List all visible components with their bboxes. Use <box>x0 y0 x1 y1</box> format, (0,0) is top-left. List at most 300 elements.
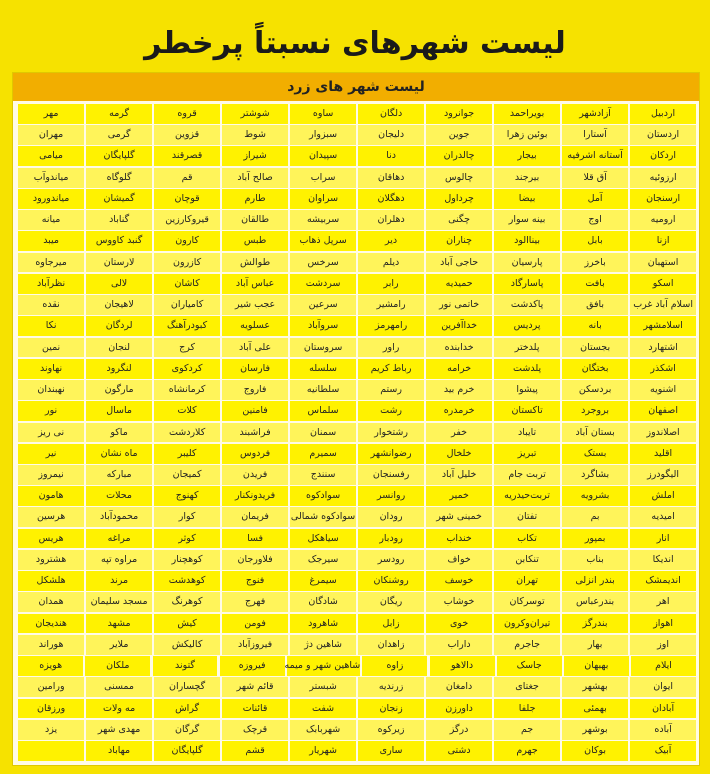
table-row <box>16 529 696 549</box>
city-cell: اندیکا <box>630 550 696 570</box>
city-cell: سلسله <box>290 359 356 379</box>
city-cell: هامون <box>18 486 84 506</box>
city-cell: پیشوا <box>494 380 560 400</box>
city-cell: امیدیه <box>630 507 696 527</box>
table-row <box>16 380 696 400</box>
city-cell: خلخال <box>426 444 492 464</box>
city-cell: قصرقند <box>154 146 220 166</box>
city-cell: دهگلان <box>358 189 424 209</box>
city-cell: مشهد <box>86 614 152 634</box>
city-cell: سوادکوه شمالی <box>290 507 356 527</box>
city-cell: تایباد <box>494 423 560 443</box>
city-cell: اسلامشهر <box>630 316 696 336</box>
city-cell: بشاگرد <box>562 465 628 485</box>
city-cell: قزوین <box>154 125 220 145</box>
city-cell: روشنکان <box>358 571 424 591</box>
city-cell: لالی <box>86 274 152 294</box>
city-cell: کبودرآهنگ <box>154 316 220 336</box>
city-cell: دیر <box>358 231 424 251</box>
city-cell: میرجاوه <box>18 253 84 273</box>
city-cell: سلطانیه <box>290 380 356 400</box>
city-cell: زاهدان <box>358 635 424 655</box>
city-cell: کوار <box>154 507 220 527</box>
city-cell: دامغان <box>426 677 492 697</box>
city-cell: هشترود <box>18 550 84 570</box>
city-cell: مبارکه <box>86 465 152 485</box>
city-cell: رستم <box>358 380 424 400</box>
city-cell <box>18 741 84 761</box>
city-cell: رامهرمز <box>358 316 424 336</box>
city-cell: قروه <box>154 104 220 124</box>
city-cell: میامی <box>18 146 84 166</box>
table-row <box>16 295 696 315</box>
city-cell: آباده <box>630 720 696 740</box>
city-cell: کیش <box>154 614 220 634</box>
city-cell: کهنوج <box>154 486 220 506</box>
city-cell: رودسر <box>358 550 424 570</box>
city-cell: بجستان <box>562 338 628 358</box>
city-cell: جوانرود <box>426 104 492 124</box>
city-cell: مرند <box>86 571 152 591</box>
city-cell: بینه سوار <box>494 210 560 230</box>
city-cell: دشتی <box>426 741 492 761</box>
city-cell: ایلام <box>631 656 696 676</box>
city-cell: نیر <box>18 444 84 464</box>
city-cell: سرپل ذهاب <box>290 231 356 251</box>
city-cell: قیروکارزین <box>154 210 220 230</box>
city-cell: اهواز <box>630 614 696 634</box>
city-cell: فاروج <box>222 380 288 400</box>
city-cell: قائنات <box>222 699 288 719</box>
city-cell: بویراحمد <box>494 104 560 124</box>
city-cell: رضوانشهر <box>358 444 424 464</box>
table-row <box>16 168 696 188</box>
city-cell: حاجی آباد <box>426 253 492 273</box>
city-cell: مراوه تپه <box>86 550 152 570</box>
city-cell: گراش <box>154 699 220 719</box>
city-cell: دیلم <box>358 253 424 273</box>
city-cell: خوسف <box>426 571 492 591</box>
city-cell: سمنان <box>290 423 356 443</box>
city-cell: ممسنی <box>86 677 152 697</box>
city-cell: بهبهان <box>564 656 629 676</box>
city-cell: سلماس <box>290 401 356 421</box>
city-cell: تکاب <box>494 529 560 549</box>
city-cell: رباط کریم <box>358 359 424 379</box>
city-cell: فارسان <box>222 359 288 379</box>
city-cell: مسجد سلیمان <box>86 592 152 612</box>
city-cell: راور <box>358 338 424 358</box>
city-cell: اوج <box>562 210 628 230</box>
city-cell: نمین <box>18 338 84 358</box>
city-cell: مهران <box>18 125 84 145</box>
city-cell: چرداول <box>426 189 492 209</box>
table-row <box>16 465 696 485</box>
city-cell: فیروزآباد <box>222 635 288 655</box>
city-cell: کلاردشت <box>154 423 220 443</box>
city-cell: قم <box>154 168 220 188</box>
city-cell: چگنی <box>426 210 492 230</box>
city-cell: آستانه اشرفیه <box>562 146 628 166</box>
city-cell: کوهرنگ <box>154 592 220 612</box>
city-cell: ماکو <box>86 423 152 443</box>
city-cell: ریگان <box>358 592 424 612</box>
city-cell: قائم شهر <box>222 677 288 697</box>
city-cell: تبریز <box>494 444 560 464</box>
city-cell: رشت <box>358 401 424 421</box>
city-cell: پاسارگاد <box>494 274 560 294</box>
table-row <box>16 720 696 740</box>
city-cell: شیراز <box>222 146 288 166</box>
city-cell: نهبندان <box>18 380 84 400</box>
city-cell: ازنا <box>630 231 696 251</box>
table-row <box>16 316 696 336</box>
city-cell: فیروزه <box>220 656 285 676</box>
city-cell: بوکان <box>562 741 628 761</box>
city-cell: اسکو <box>630 274 696 294</box>
city-cell: زابل <box>358 614 424 634</box>
table-row <box>16 486 696 506</box>
city-cell: اردبیل <box>630 104 696 124</box>
city-cell: کالیکش <box>154 635 220 655</box>
city-cell: پلدختر <box>494 338 560 358</box>
city-cell: سیرجک <box>290 550 356 570</box>
city-cell: فریدن <box>222 465 288 485</box>
city-cell: کاشان <box>154 274 220 294</box>
city-cell: خرم بید <box>426 380 492 400</box>
city-cell: علی آباد <box>222 338 288 358</box>
city-cell: کارون <box>154 231 220 251</box>
city-cell: میاندورود <box>18 189 84 209</box>
city-cell: ایوان <box>630 677 696 697</box>
city-cell: گتوند <box>153 656 218 676</box>
city-cell: اصلاندوز <box>630 423 696 443</box>
city-cell: آق قلا <box>562 168 628 188</box>
city-cell: مارگون <box>86 380 152 400</box>
city-cell: ارزوئیه <box>630 168 696 188</box>
city-cell: آمل <box>562 189 628 209</box>
city-cell: سیاهکل <box>290 529 356 549</box>
city-cell: فراشبند <box>222 423 288 443</box>
table-row <box>16 401 696 421</box>
city-cell: جاسک <box>497 656 562 676</box>
city-cell: سرو‌آباد <box>290 316 356 336</box>
city-cell: عباس آباد <box>222 274 288 294</box>
city-cell: هلشکل <box>18 571 84 591</box>
city-cell: خرامه <box>426 359 492 379</box>
city-cell: دهاقان <box>358 168 424 188</box>
city-cell: خوشاب <box>426 592 492 612</box>
city-cell: ماه نشان <box>86 444 152 464</box>
city-cell: توسرکان <box>494 592 560 612</box>
city-cell: بستک <box>562 444 628 464</box>
city-cell: فامنین <box>222 401 288 421</box>
city-cell: میانه <box>18 210 84 230</box>
city-cell: داراب <box>426 635 492 655</box>
city-cell: نظرآباد <box>18 274 84 294</box>
city-cell: خرمدره <box>426 401 492 421</box>
city-cell: طبس <box>222 231 288 251</box>
city-cell: بستان آباد <box>562 423 628 443</box>
city-cell: خفر <box>426 423 492 443</box>
city-cell: لاهیجان <box>86 295 152 315</box>
city-cell: بیجار <box>494 146 560 166</box>
city-cell: گنبد کاووس <box>86 231 152 251</box>
city-cell: دلگان <box>358 104 424 124</box>
city-cell: گرمی <box>86 125 152 145</box>
city-cell: لنجان <box>86 338 152 358</box>
city-cell: خدابنده <box>426 338 492 358</box>
city-cell: اردستان <box>630 125 696 145</box>
cities-panel <box>12 72 700 766</box>
city-cell: همدان <box>18 592 84 612</box>
city-cell: کمیجان <box>154 465 220 485</box>
city-cell: خمینی شهر <box>426 507 492 527</box>
city-cell: گلپایگان <box>154 741 220 761</box>
table-row <box>16 614 696 634</box>
city-cell: مهدی شهر <box>86 720 152 740</box>
city-cell: شوشتر <box>222 104 288 124</box>
city-cell: آبیک <box>630 741 696 761</box>
city-cell: عجب شیر <box>222 295 288 315</box>
city-cell: بافت <box>562 274 628 294</box>
city-cell: بافق <box>562 295 628 315</box>
city-cell: بردسکن <box>562 380 628 400</box>
city-cell: زنجان <box>358 699 424 719</box>
city-cell: سیمرغ <box>290 571 356 591</box>
city-cell: الیگودرز <box>630 465 696 485</box>
page-title: لیست شهرهای نسبتاً پرخطر <box>144 26 566 61</box>
table-row <box>16 507 696 527</box>
city-cell: بیناالود <box>494 231 560 251</box>
city-cell: عسلویه <box>222 316 288 336</box>
city-cell: نور <box>18 401 84 421</box>
city-cell: جاجرم <box>494 635 560 655</box>
city-cell: انار <box>630 529 696 549</box>
table-row <box>16 571 696 591</box>
city-cell: بشرویه <box>562 486 628 506</box>
city-cell: لنگرود <box>86 359 152 379</box>
city-cell: بناب <box>562 550 628 570</box>
city-cell: جهرم <box>494 741 560 761</box>
city-cell: صالح آباد <box>222 168 288 188</box>
city-cell: سراب <box>290 168 356 188</box>
table-row <box>16 635 696 655</box>
city-cell: تاکستان <box>494 401 560 421</box>
city-cell: جغتای <box>494 677 560 697</box>
city-cell: املش <box>630 486 696 506</box>
city-cell: ارسنجان <box>630 189 696 209</box>
city-cell: چالدران <box>426 146 492 166</box>
city-cell: کردکوی <box>154 359 220 379</box>
table-row <box>16 699 696 719</box>
city-cell: فریدونکنار <box>222 486 288 506</box>
city-cell: شبستر <box>290 677 356 697</box>
city-cell: گلپایگان <box>86 146 152 166</box>
city-cell: بانه <box>562 316 628 336</box>
city-cell: کوثر <box>154 529 220 549</box>
city-cell: کازرون <box>154 253 220 273</box>
table-row <box>16 656 696 676</box>
city-cell: چناران <box>426 231 492 251</box>
city-cell: هندیجان <box>18 614 84 634</box>
table-row <box>16 253 696 273</box>
city-cell: کرج <box>154 338 220 358</box>
city-cell: فردوس <box>222 444 288 464</box>
city-cell: شادگان <box>290 592 356 612</box>
city-cell: دهلران <box>358 210 424 230</box>
city-cell: فلاورجان <box>222 550 288 570</box>
city-cell: بیرجند <box>494 168 560 188</box>
city-cell: ارومیه <box>630 210 696 230</box>
city-cell: سرخس <box>290 253 356 273</box>
city-cell: سرعین <box>290 295 356 315</box>
city-cell: هرسین <box>18 507 84 527</box>
city-cell: آبادان <box>630 699 696 719</box>
city-cell: جوین <box>426 125 492 145</box>
city-cell: ملکان <box>85 656 150 676</box>
city-cell: آزادشهر <box>562 104 628 124</box>
city-cell: خاتمی‌ نور <box>426 295 492 315</box>
city-cell: بندر انزلی <box>562 571 628 591</box>
cities-grid <box>16 104 696 762</box>
city-cell: خنداب <box>426 529 492 549</box>
city-cell: ماسال <box>86 401 152 421</box>
city-cell: زیرکوه <box>358 720 424 740</box>
city-cell: کلات <box>154 401 220 421</box>
city-cell: درگز <box>426 720 492 740</box>
city-cell: فهرج <box>222 592 288 612</box>
city-cell: بهشهر <box>562 677 628 697</box>
city-cell: هریس <box>18 529 84 549</box>
city-cell: اصفهان <box>630 401 696 421</box>
city-cell: اقلید <box>630 444 696 464</box>
city-cell: کرمانشاه <box>154 380 220 400</box>
city-cell: نهاوند <box>18 359 84 379</box>
city-cell: سنندج <box>290 465 356 485</box>
city-cell: جم <box>494 720 560 740</box>
city-cell: رابر <box>358 274 424 294</box>
city-cell: حمیدیه <box>426 274 492 294</box>
city-cell: کامیاران <box>154 295 220 315</box>
city-cell: گمیشان <box>86 189 152 209</box>
city-cell: اشنویه <box>630 380 696 400</box>
table-row <box>16 189 696 209</box>
city-cell: اهر <box>630 592 696 612</box>
city-cell: یزد <box>18 720 84 740</box>
city-cell: سربیشه <box>290 210 356 230</box>
table-row <box>16 359 696 379</box>
city-cell: نی ریز <box>18 423 84 443</box>
table-row <box>16 741 696 761</box>
city-cell: مهر <box>18 104 84 124</box>
city-cell: خواف <box>426 550 492 570</box>
city-cell: گرگان <box>154 720 220 740</box>
city-cell: ملایر <box>86 635 152 655</box>
city-cell: اردکان <box>630 146 696 166</box>
table-row <box>16 125 696 145</box>
city-cell: نکا <box>18 316 84 336</box>
city-cell: پاکدشت <box>494 295 560 315</box>
city-cell: قرچک <box>222 720 288 740</box>
city-cell: مه ولات <box>86 699 152 719</box>
city-cell: بهار <box>562 635 628 655</box>
city-cell: بندرعباس <box>562 592 628 612</box>
city-cell: سبزوار <box>290 125 356 145</box>
city-cell: رشتخوار <box>358 423 424 443</box>
city-cell: مهاباد <box>86 741 152 761</box>
city-cell: بروجرد <box>562 401 628 421</box>
table-row <box>16 146 696 166</box>
city-cell: اشتهارد <box>630 338 696 358</box>
city-cell: رفسنجان <box>358 465 424 485</box>
city-cell: نیمروز <box>18 465 84 485</box>
city-cell: خمیر <box>426 486 492 506</box>
city-cell: بیضا <box>494 189 560 209</box>
city-cell: ساوه <box>290 104 356 124</box>
city-cell: گرمه <box>86 104 152 124</box>
city-cell: کوهدشت <box>154 571 220 591</box>
city-cell: طارم <box>222 189 288 209</box>
city-cell: خلیل آباد <box>426 465 492 485</box>
table-row <box>16 210 696 230</box>
city-cell: روانسر <box>358 486 424 506</box>
city-cell: ساری <box>358 741 424 761</box>
section-subtitle: لیست شهر های زرد <box>13 73 699 101</box>
city-cell: رودبار <box>358 529 424 549</box>
city-cell: پردیس <box>494 316 560 336</box>
city-cell: چالوس <box>426 168 492 188</box>
city-cell: کوهچنار <box>154 550 220 570</box>
city-cell: میبد <box>18 231 84 251</box>
city-cell: آستارا <box>562 125 628 145</box>
city-cell: تیران‌وکرون <box>494 614 560 634</box>
city-cell: طوالش <box>222 253 288 273</box>
city-cell: ورامین <box>18 677 84 697</box>
table-row <box>16 423 696 443</box>
city-cell: شفت <box>290 699 356 719</box>
city-cell: شاهرود <box>290 614 356 634</box>
city-cell: بختگان <box>562 359 628 379</box>
city-cell: رودان <box>358 507 424 527</box>
city-cell: زرندیه <box>358 677 424 697</box>
city-cell: اشکذر <box>630 359 696 379</box>
city-cell: گچساران <box>154 677 220 697</box>
city-cell: رامشیر <box>358 295 424 315</box>
city-cell: سمیرم <box>290 444 356 464</box>
city-cell: داورزن <box>426 699 492 719</box>
table-row <box>16 550 696 570</box>
table-row <box>16 231 696 251</box>
city-cell: دنا <box>358 146 424 166</box>
city-cell: باخرز <box>562 253 628 273</box>
city-cell: هویزه <box>18 656 83 676</box>
city-cell: ورزقان <box>18 699 84 719</box>
city-cell: بمپور <box>562 529 628 549</box>
city-cell: گناباد <box>86 210 152 230</box>
city-cell: بهمئی <box>562 699 628 719</box>
city-cell: پلدشت <box>494 359 560 379</box>
city-cell: سوادکوه <box>290 486 356 506</box>
city-cell: هوراند <box>18 635 84 655</box>
city-cell: زاوه <box>362 656 427 676</box>
city-cell: کلیبر <box>154 444 220 464</box>
city-cell: فنوج <box>222 571 288 591</box>
city-cell: دالاهو <box>430 656 495 676</box>
city-cell: محمودآباد <box>86 507 152 527</box>
city-cell: بم <box>562 507 628 527</box>
table-row <box>16 338 696 358</box>
